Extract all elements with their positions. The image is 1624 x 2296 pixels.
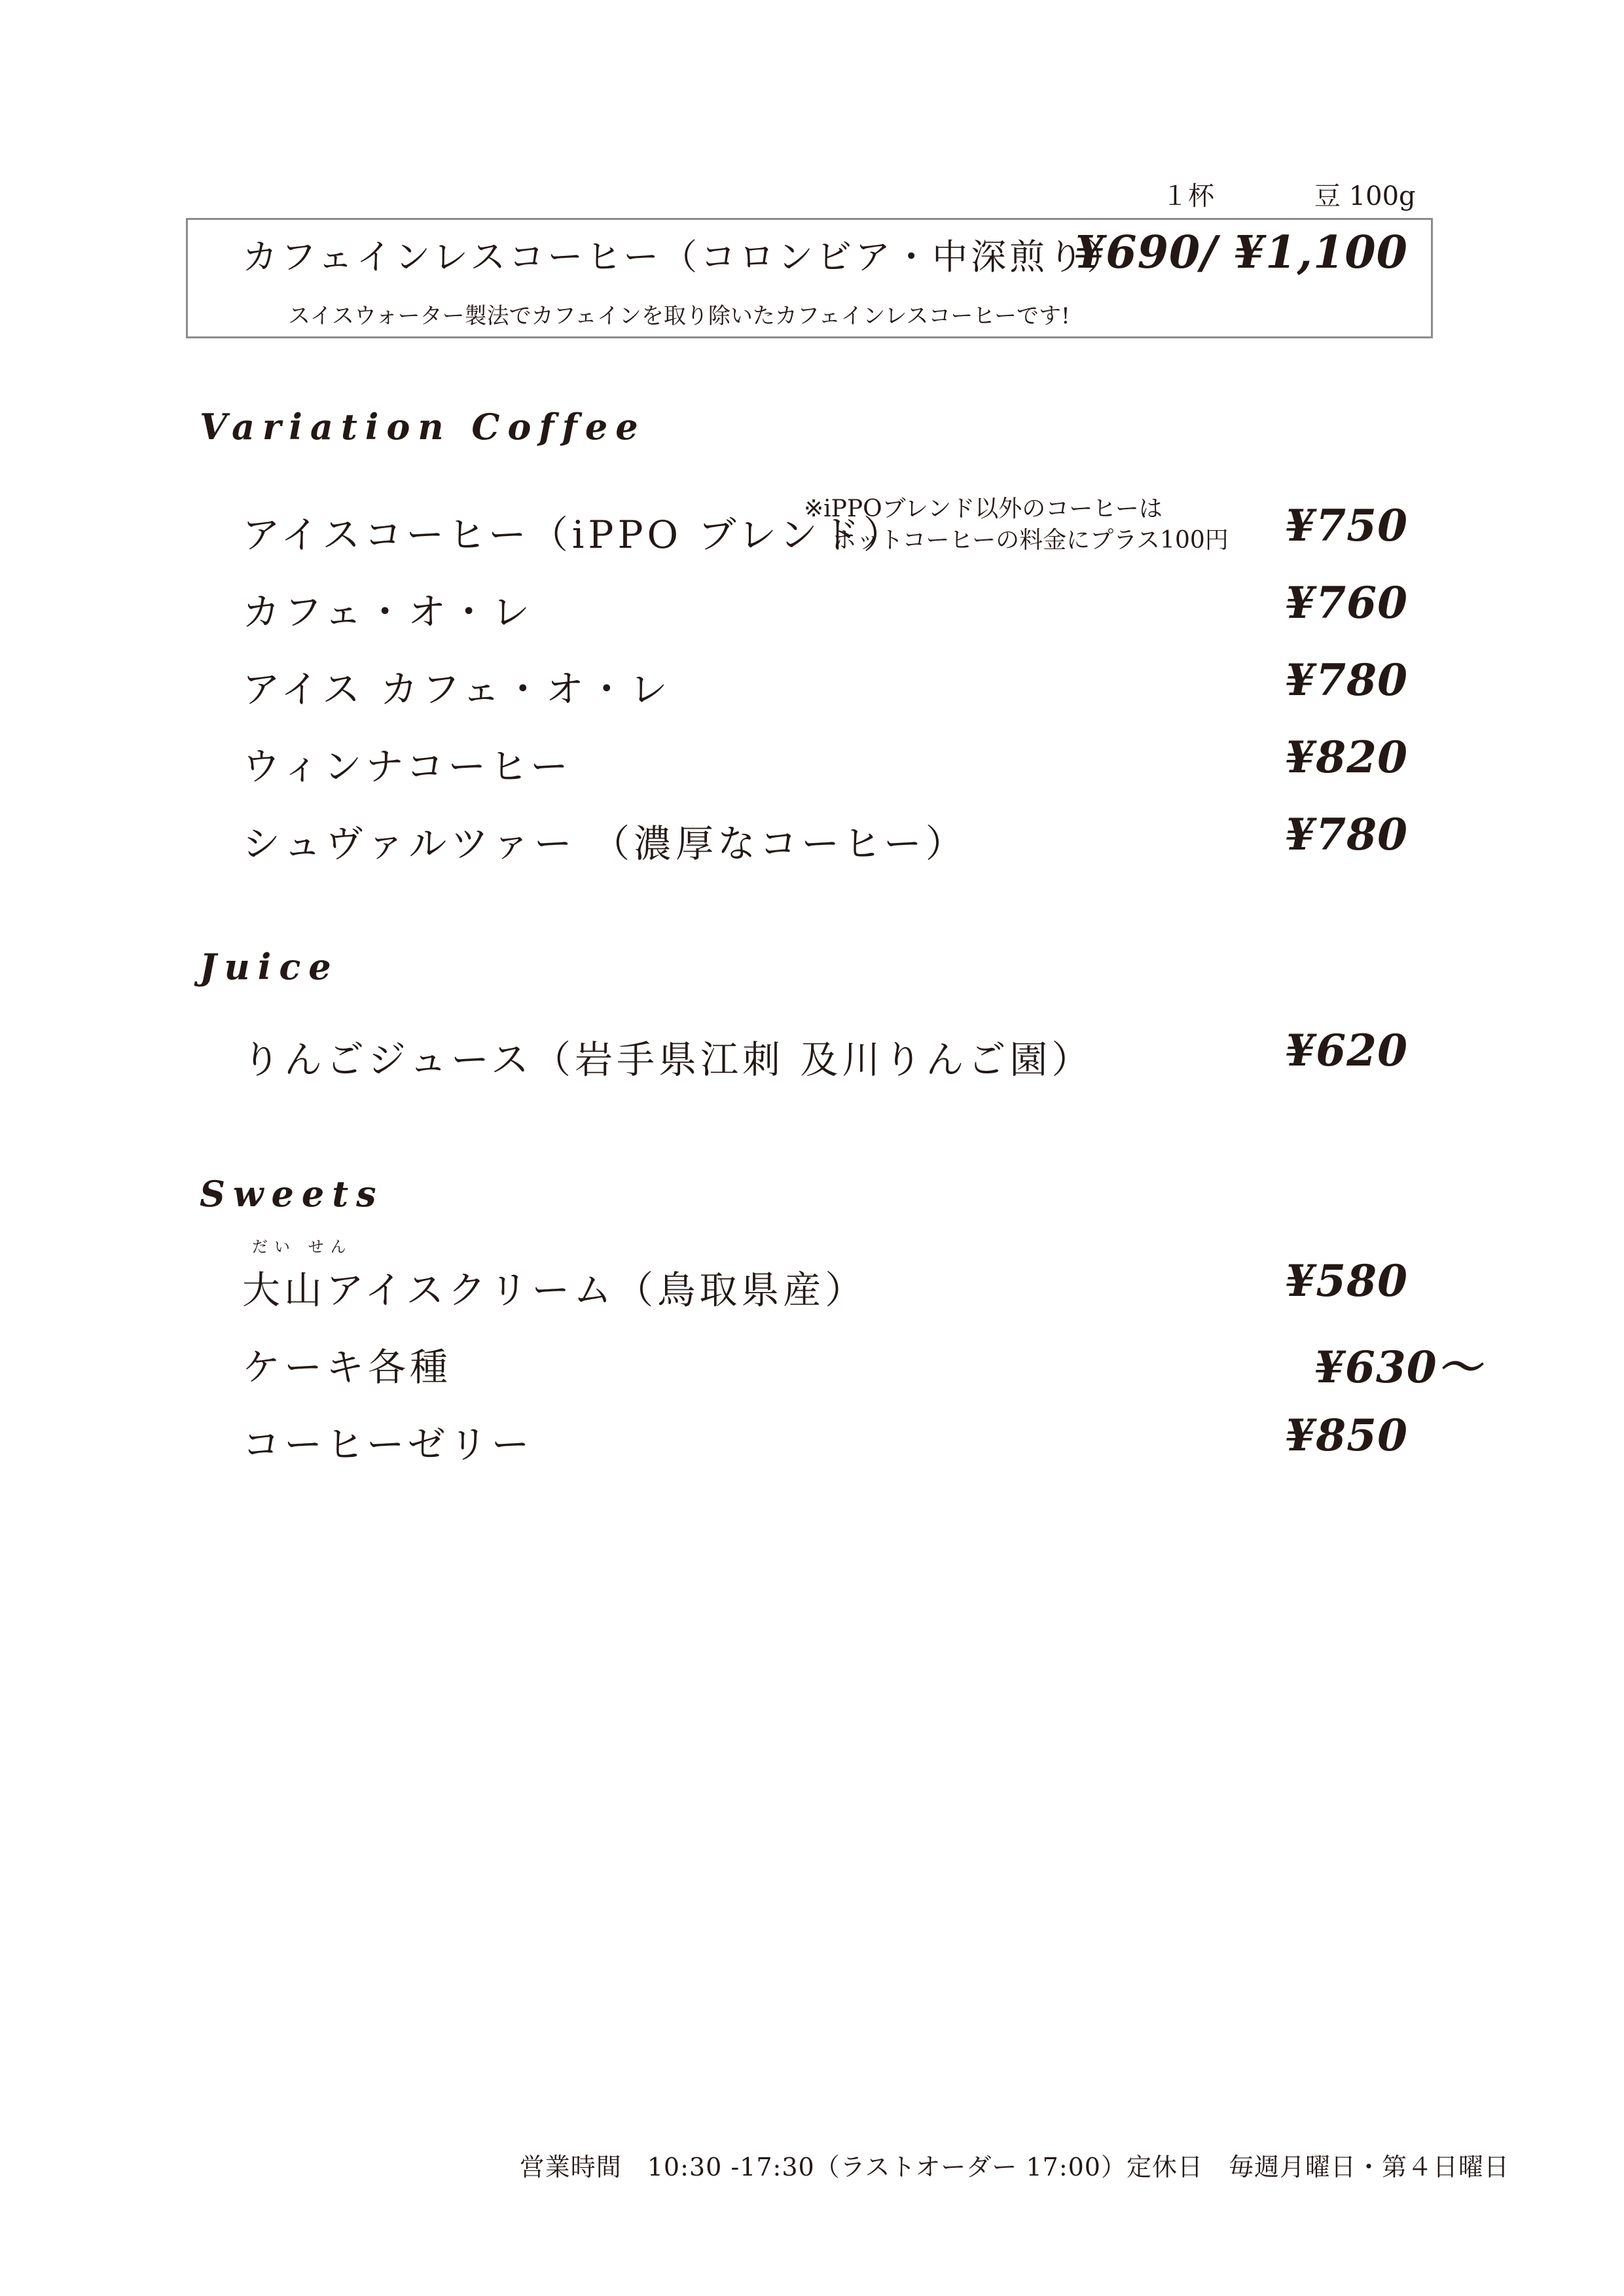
menu-item-name: りんごジュース（岩手県江刺 及川りんご園）	[242, 1037, 1094, 1082]
business-hours: 営業時間 10:30 -17:30（ラストオーダー 17:00）定休日 毎週月曜日・第４日曜日	[519, 2153, 1509, 2181]
menu-item-price: ¥760	[1285, 577, 1408, 628]
beans-column-label: 豆 100g	[1314, 181, 1416, 211]
section-title-juice: Juice	[200, 946, 339, 988]
menu-item-name: 大山アイスクリーム（鳥取県産）	[242, 1268, 867, 1312]
menu-item-name: シュヴァルツァー （濃厚なコーヒー）	[242, 821, 967, 866]
menu-item-name: ケーキ各種	[242, 1345, 452, 1390]
decaf-description: スイスウォーター製法でカフェインを取り除いたカフェインレスコーヒーです!	[288, 303, 1070, 329]
section-title-sweets: Sweets	[200, 1173, 384, 1215]
variation-note-line1: ※iPPOブレンド以外のコーヒーは	[804, 495, 1163, 522]
decaf-price: ¥690/ ¥1,100	[1074, 226, 1408, 279]
menu-item-name: カフェ・オ・レ	[242, 590, 534, 634]
menu-item-price: ¥820	[1285, 732, 1408, 783]
menu-item-price: ¥750	[1285, 500, 1408, 551]
menu-item-name: アイス カフェ・オ・レ	[242, 667, 672, 711]
ruby-daisen: だい せん	[252, 1238, 353, 1256]
menu-item-price: ¥620	[1285, 1025, 1408, 1076]
menu-item-name: アイスコーヒー（iPPO ブレンド）	[242, 512, 905, 557]
menu-item-price: ¥780	[1285, 809, 1408, 860]
variation-note-line2: ホットコーヒーの料金にプラス100円	[833, 527, 1229, 554]
menu-item-price: ¥580	[1285, 1255, 1408, 1306]
cup-column-label: １杯	[1162, 181, 1214, 211]
menu-item-price: ¥780	[1285, 655, 1408, 706]
section-title-variation: Variation Coffee	[200, 406, 646, 448]
menu-item-name: ウィンナコーヒー	[242, 744, 572, 789]
menu-item-name: コーヒーゼリー	[242, 1422, 533, 1467]
menu-item-price: ¥630～	[1314, 1342, 1481, 1393]
decaf-name: カフェインレスコーヒー（コロンビア・中深煎り）	[242, 236, 1126, 278]
menu-item-price: ¥850	[1285, 1410, 1408, 1461]
